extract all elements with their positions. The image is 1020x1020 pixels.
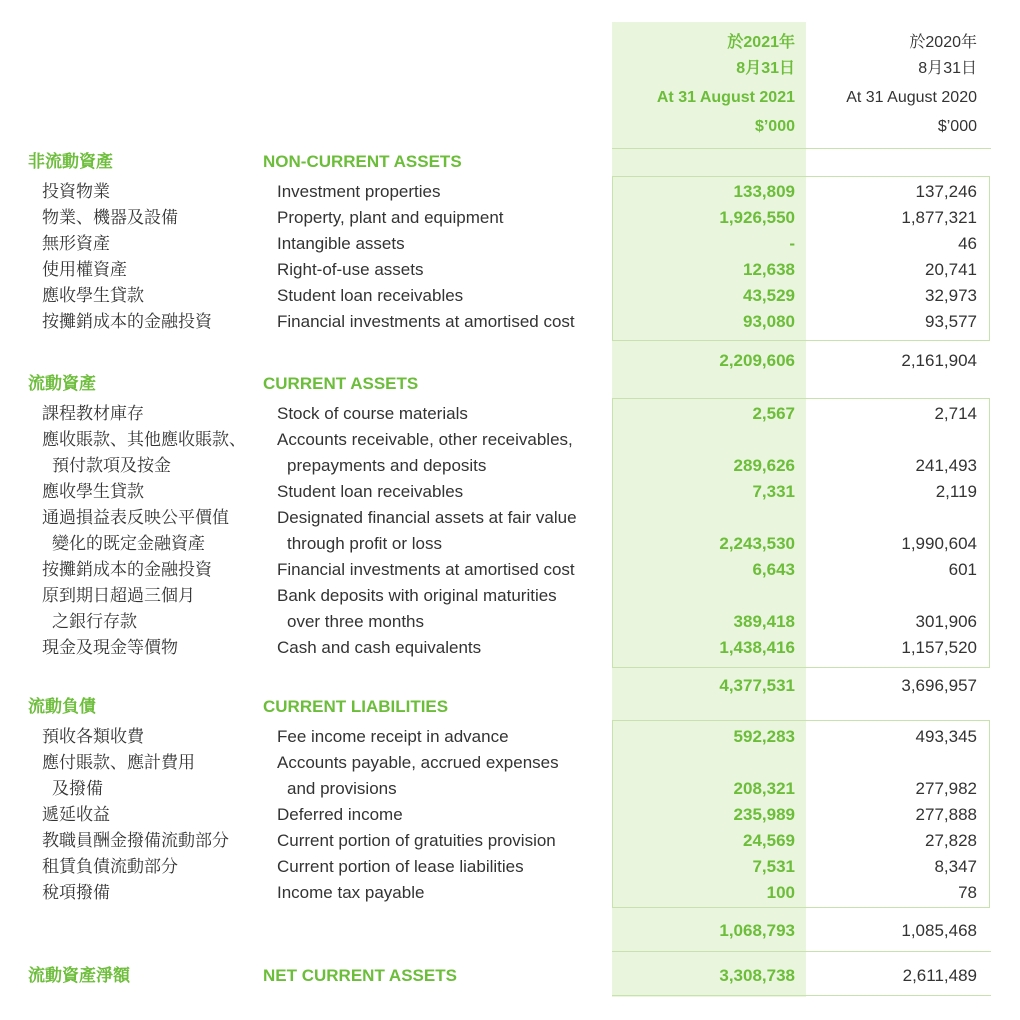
row-label-zh: 預收各類收費	[42, 727, 144, 746]
subtotal-2021: 4,377,531	[719, 676, 795, 695]
row-label-en: prepayments and deposits	[287, 456, 487, 475]
value-2020: 8,347	[934, 857, 977, 876]
row-label-en: over three months	[287, 612, 425, 631]
row-label-en: Current portion of lease liabilities	[277, 857, 524, 876]
row-label-en: Financial investments at amortised cost	[277, 312, 575, 331]
subtotal-row-current-liabilities	[0, 918, 1020, 944]
table-row	[0, 750, 1020, 776]
row-label-zh: 無形資產	[42, 234, 110, 253]
value-2020: 27,828	[925, 831, 977, 850]
section-title-zh: 非流動資產	[28, 152, 113, 171]
row-label-en: and provisions	[287, 779, 397, 798]
value-2021: 7,531	[752, 857, 795, 876]
value-2020: 93,577	[925, 312, 977, 331]
row-label-zh: 應收學生貸款	[42, 286, 144, 305]
section-heading-non-current-assets	[0, 149, 1020, 175]
section-title-en: NET CURRENT ASSETS	[263, 966, 457, 985]
row-label-en: Accounts payable, accrued expenses	[277, 753, 559, 772]
row-label-en: Investment properties	[277, 182, 441, 201]
row-label-zh: 使用權資產	[42, 260, 127, 279]
value-2020: 1,877,321	[901, 208, 977, 227]
section-title-en: CURRENT ASSETS	[263, 374, 419, 393]
header-2021-date: At 31 August 2021	[656, 89, 795, 106]
row-label-zh: 按攤銷成本的金融投資	[42, 312, 212, 331]
row-label-zh: 物業、機器及設備	[42, 208, 178, 227]
table-row	[0, 205, 1020, 231]
row-label-zh: 租賃負債流動部分	[42, 857, 178, 876]
section-heading-current-liabilities	[0, 694, 1020, 720]
value-2020: 1,157,520	[901, 638, 977, 657]
value-2020: 301,906	[915, 612, 977, 631]
value-2020: 78	[958, 883, 977, 902]
subtotal-2020: 3,696,957	[901, 676, 977, 695]
table-row	[0, 802, 1020, 828]
value-2021: 2,243,530	[719, 534, 795, 553]
section-title-zh: 流動資產	[28, 374, 96, 393]
header-2021-line1: 於2021年	[727, 34, 795, 51]
table-row	[0, 880, 1020, 906]
value-2021: 389,418	[733, 612, 795, 631]
row-label-en: through profit or loss	[287, 534, 442, 553]
row-label-zh: 預付款項及按金	[52, 456, 171, 475]
section-title-en: CURRENT LIABILITIES	[263, 697, 449, 716]
table-row	[0, 453, 1020, 479]
section-heading-current-assets	[0, 371, 1020, 397]
value-2020: 2,119	[935, 482, 977, 501]
row-label-en: Deferred income	[277, 805, 403, 824]
value-2020: 20,741	[925, 260, 977, 279]
value-2020: 493,345	[915, 727, 977, 746]
value-2020: 277,888	[915, 805, 977, 824]
header-2021-line2: 8月31日	[736, 60, 795, 77]
row-label-zh: 之銀行存款	[52, 612, 137, 631]
table-row	[0, 179, 1020, 205]
table-row	[0, 283, 1020, 309]
row-label-en: Bank deposits with original maturities	[277, 586, 557, 605]
value-2020: 277,982	[915, 779, 977, 798]
row-label-en: Current portion of gratuities provision	[277, 831, 556, 850]
row-label-zh: 按攤銷成本的金融投資	[42, 560, 212, 579]
subtotal-2021: 2,209,606	[719, 351, 795, 370]
value-2020: 241,493	[915, 456, 977, 475]
table-row	[0, 427, 1020, 453]
value-2021: 208,321	[733, 779, 795, 798]
row-label-en: Stock of course materials	[277, 404, 468, 423]
value-2020: 1,990,604	[901, 534, 977, 553]
row-label-zh: 遞延收益	[42, 805, 110, 824]
value-2021: 7,331	[752, 482, 795, 501]
value-2021: 24,569	[743, 831, 795, 850]
value-2021: 6,643	[752, 560, 795, 579]
header-2020-line2: 8月31日	[918, 60, 977, 77]
net-current-assets-2020: 2,611,489	[902, 966, 977, 985]
header-2021-unit: $’000	[754, 118, 795, 135]
net-current-assets-top-rule	[612, 951, 991, 952]
value-2021: 235,989	[733, 805, 795, 824]
table-row	[0, 854, 1020, 880]
value-2021: 93,080	[743, 312, 795, 331]
table-row	[0, 479, 1020, 505]
table-row	[0, 257, 1020, 283]
row-label-zh: 投資物業	[42, 182, 110, 201]
value-2020: 137,246	[915, 182, 977, 201]
table-row	[0, 401, 1020, 427]
value-2021: 1,438,416	[719, 638, 795, 657]
row-label-zh: 及撥備	[52, 779, 103, 798]
table-row	[0, 583, 1020, 609]
row-label-zh: 應收學生貸款	[42, 482, 144, 501]
row-label-en: Designated financial assets at fair value	[277, 508, 577, 527]
row-label-zh: 稅項撥備	[42, 883, 110, 902]
value-2021: 100	[766, 883, 795, 902]
row-label-en: Right-of-use assets	[277, 260, 424, 279]
row-label-en: Fee income receipt in advance	[277, 727, 509, 746]
row-label-zh: 變化的既定金融資產	[52, 534, 205, 553]
net-current-assets-2021: 3,308,738	[719, 966, 795, 985]
table-row	[0, 776, 1020, 802]
table-row	[0, 724, 1020, 750]
header-2020-date: At 31 August 2020	[846, 89, 977, 106]
table-row	[0, 557, 1020, 583]
table-row	[0, 505, 1020, 531]
value-2020: 32,973	[925, 286, 977, 305]
row-label-zh: 應收賬款、其他應收賬款、	[42, 430, 246, 449]
table-row	[0, 231, 1020, 257]
value-2020: 46	[958, 234, 977, 253]
header-2020-line1: 於2020年	[909, 34, 977, 51]
subtotal-2021: 1,068,793	[719, 921, 795, 940]
table-row	[0, 828, 1020, 854]
value-2020: 2,714	[934, 404, 977, 423]
table-row	[0, 609, 1020, 635]
value-2021: 1,926,550	[719, 208, 795, 227]
row-label-en: Accounts receivable, other receivables,	[277, 430, 573, 449]
row-label-en: Property, plant and equipment	[277, 208, 504, 227]
header-2020-unit: $’000	[937, 118, 977, 135]
net-current-assets-row	[0, 963, 1020, 989]
row-label-zh: 教職員酬金撥備流動部分	[42, 831, 229, 850]
value-2021: 2,567	[752, 404, 795, 423]
subtotal-2020: 1,085,468	[901, 921, 977, 940]
value-2020: 601	[948, 560, 977, 579]
table-row	[0, 309, 1020, 335]
value-2021: 12,638	[743, 260, 795, 279]
row-label-en: Financial investments at amortised cost	[277, 560, 575, 579]
row-label-en: Student loan receivables	[277, 482, 464, 501]
value-2021: -	[789, 234, 795, 253]
table-row	[0, 635, 1020, 661]
net-current-assets-bottom-rule	[612, 995, 991, 996]
row-label-zh: 現金及現金等價物	[42, 638, 178, 657]
value-2021: 289,626	[733, 456, 795, 475]
section-title-en: NON-CURRENT ASSETS	[263, 152, 462, 171]
row-label-zh: 原到期日超過三個月	[42, 586, 195, 605]
row-label-en: Cash and cash equivalents	[277, 638, 482, 657]
row-label-en: Income tax payable	[277, 883, 425, 902]
section-title-zh: 流動資產淨額	[28, 966, 130, 985]
value-2021: 133,809	[733, 182, 795, 201]
value-2021: 43,529	[743, 286, 795, 305]
row-label-zh: 應付賬款、應計費用	[42, 753, 195, 772]
subtotal-2020: 2,161,904	[901, 351, 977, 370]
section-title-zh: 流動負債	[28, 697, 96, 716]
value-2021: 592,283	[733, 727, 795, 746]
table-row	[0, 531, 1020, 557]
row-label-en: Student loan receivables	[277, 286, 464, 305]
row-label-zh: 通過損益表反映公平價值	[42, 508, 229, 527]
row-label-en: Intangible assets	[277, 234, 405, 253]
row-label-zh: 課程教材庫存	[42, 404, 144, 423]
